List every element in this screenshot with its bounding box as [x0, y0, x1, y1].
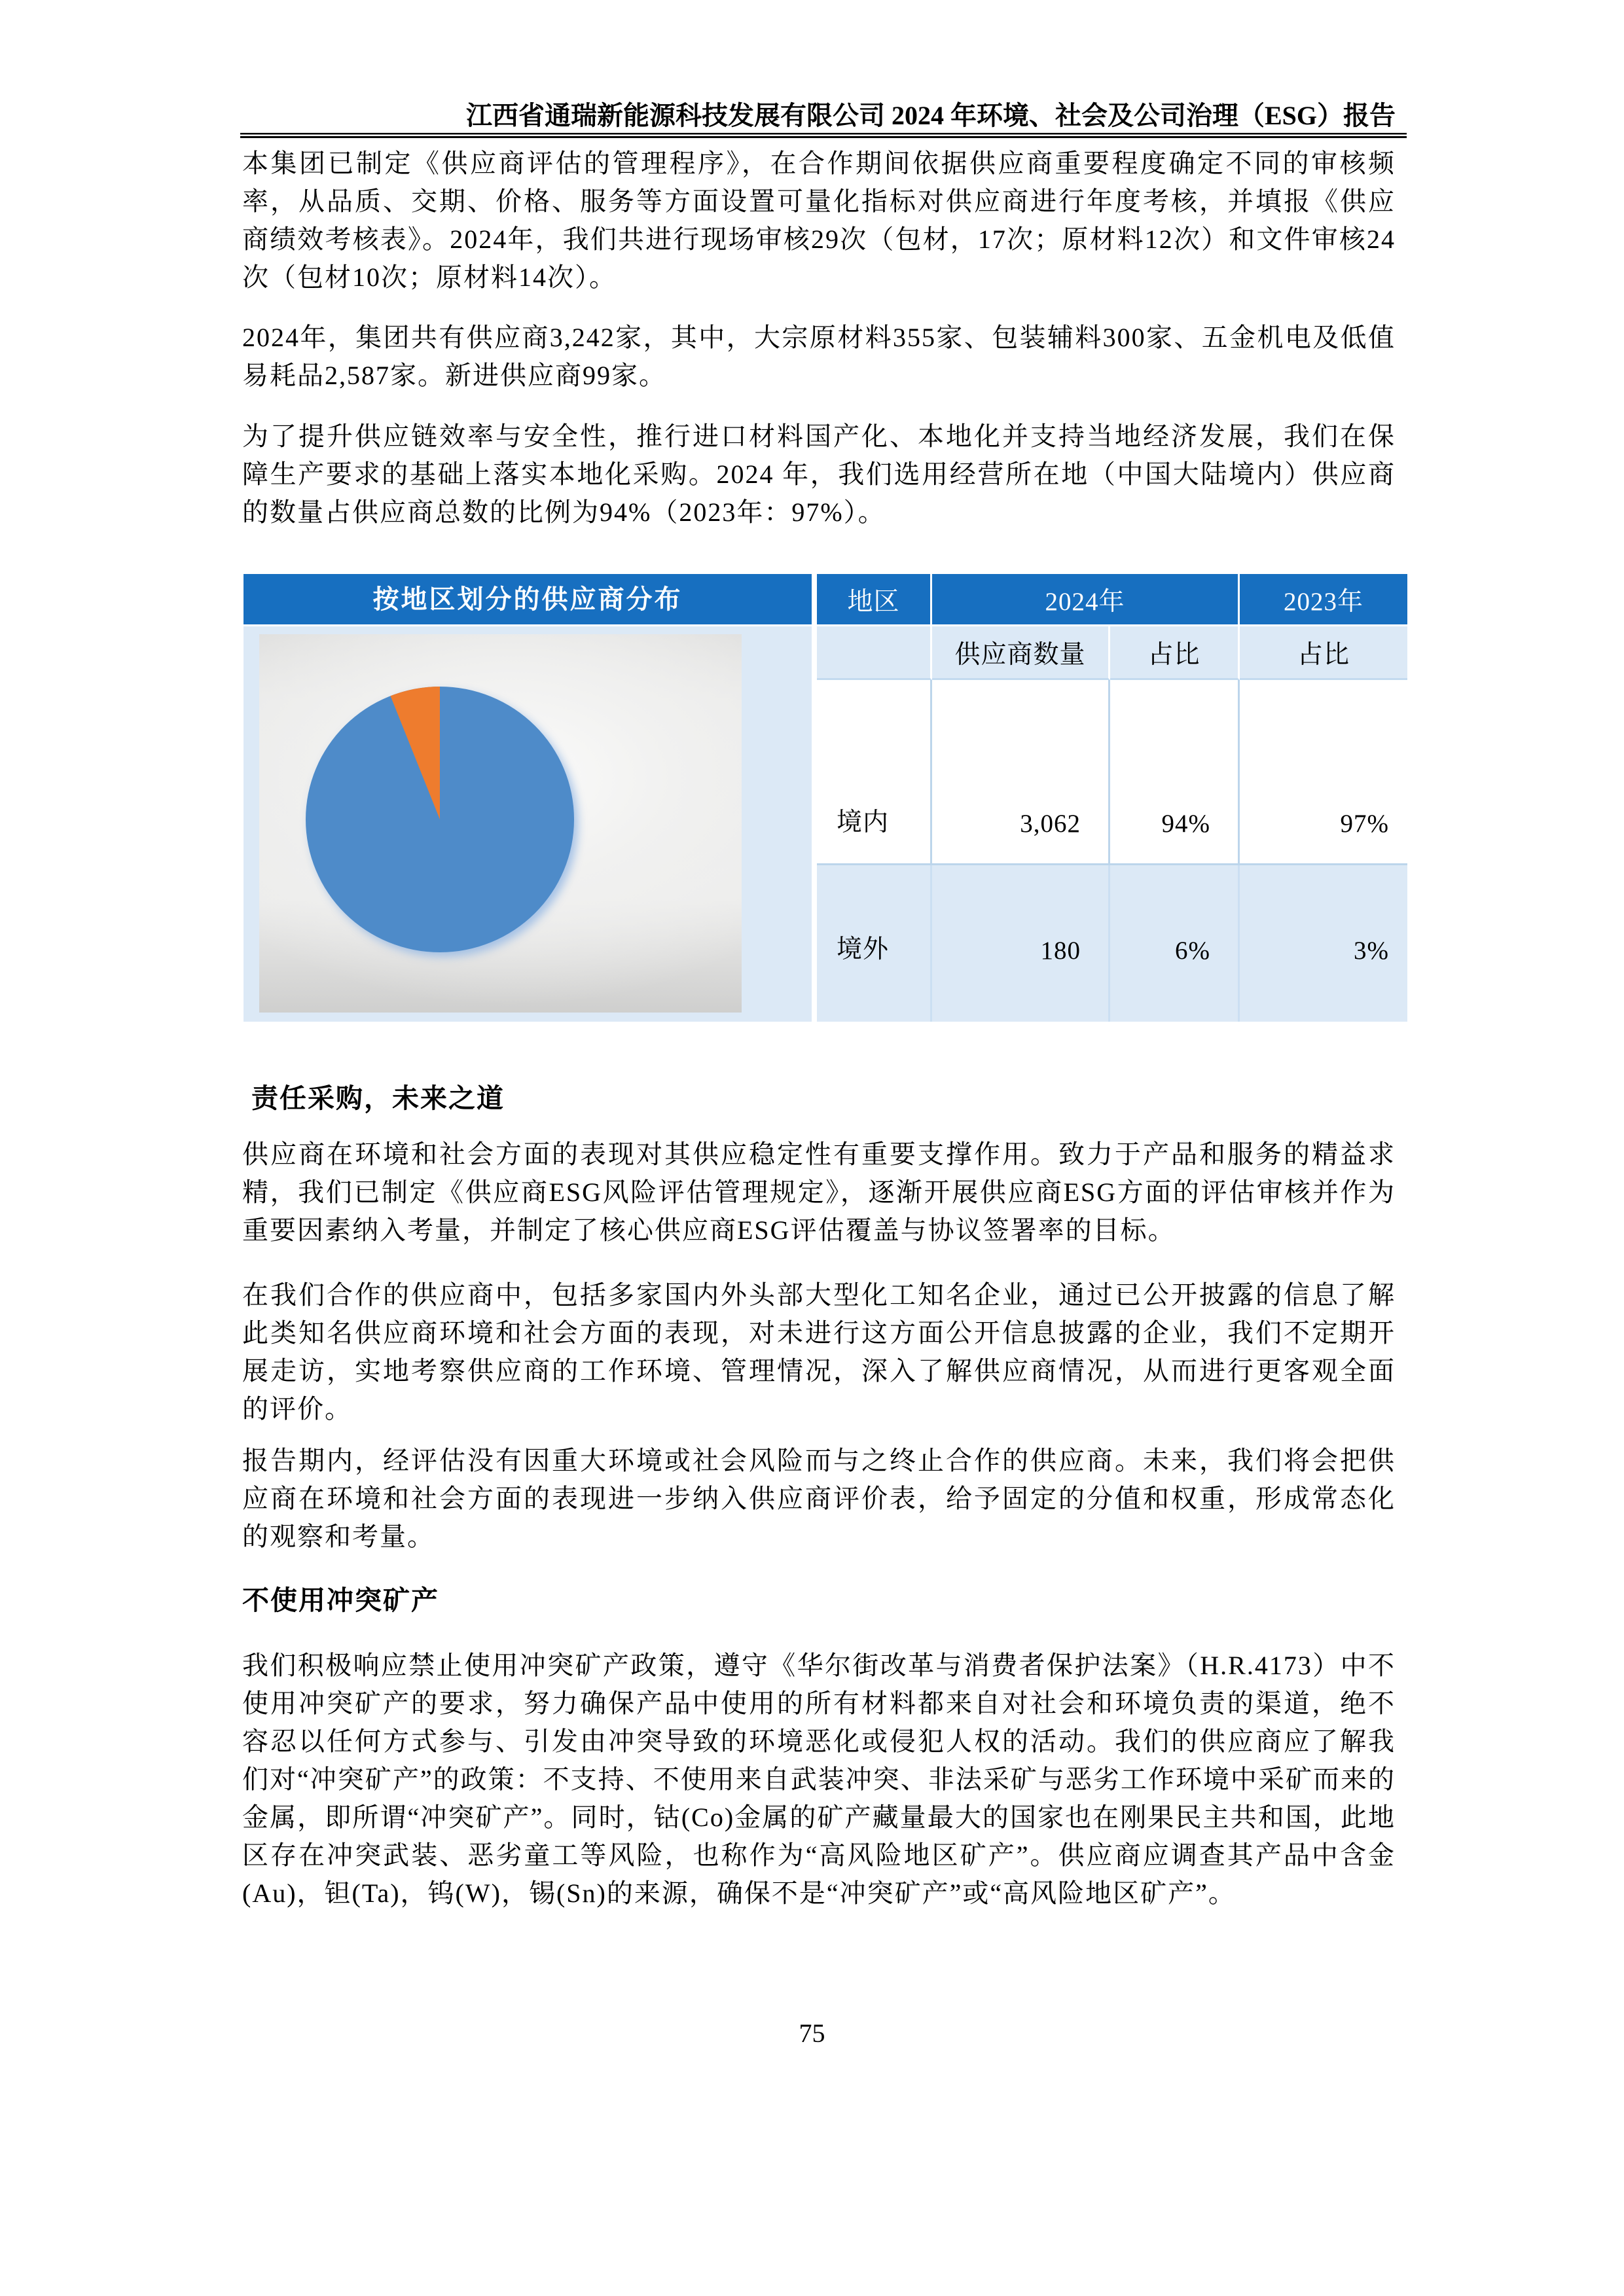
cell-region-domestic: 境内 [817, 680, 932, 865]
cell-share2024-overseas: 6% [1110, 865, 1240, 1022]
pie-chart-title: 按地区划分的供应商分布 [244, 574, 812, 626]
table-row-domestic [817, 680, 1407, 865]
cell-share2024-domestic: 94% [1110, 680, 1240, 865]
col-header-2024: 2024年 [932, 574, 1240, 626]
cell-share2023-domestic: 97% [1240, 680, 1407, 865]
table-header-row [817, 574, 1407, 626]
table-row-overseas [817, 865, 1407, 1022]
header-divider-rule [240, 133, 1407, 138]
paragraph-supplier-count: 2024年，集团共有供应商3,242家，其中，大宗原材料355家、包装辅料300家、五金机电及低值易耗品2,587家。新进供应商99家。 [242, 323, 1396, 390]
pie-chart-area [259, 634, 742, 1013]
supplier-distribution-table [244, 574, 1407, 1022]
table-subheader-row [817, 626, 1407, 680]
supplier-pie-chart [306, 687, 574, 952]
cell-count-overseas: 180 [932, 865, 1110, 1022]
heading-responsible-sourcing: 责任采购，未来之道 [251, 1083, 505, 1113]
subheader-share-2024: 占比 [1110, 626, 1240, 680]
paragraph-local-procurement: 为了提升供应链效率与安全性，推行进口材料国产化、本地化并支持当地经济发展，我们在保障生产要求的基础上落实本地化采购。2024 年，我们选用经营所在地（中国大陆境内）供应商的数量占供应商总数的比例为94%（2023年：97%）。 [242, 422, 1396, 527]
paragraph-supplier-assessment: 本集团已制定《供应商评估的管理程序》，在合作期间依据供应商重要程度确定不同的审核频率，从品质、交期、价格、服务等方面设置可量化指标对供应商进行年度考核，并填报《供应商绩效考核表》。2024年，我们共进行现场审核29次（包材，17次；原材料12次）和文件审核24次（包材10次；原材料14次）。 [242, 149, 1396, 292]
subheader-empty [817, 626, 932, 680]
paragraph-supplier-visits: 在我们合作的供应商中，包括多家国内外头部大型化工知名企业，通过已公开披露的信息了解此类知名供应商环境和社会方面的表现，对未进行这方面公开信息披露的企业，我们不定期开展走访，实地考察供应商的工作环境、管理情况，深入了解供应商情况，从而进行更客观全面的评价。 [242, 1280, 1396, 1424]
subheader-share-2023: 占比 [1240, 626, 1407, 680]
paragraph-esg-risk-assessment: 供应商在环境和社会方面的表现对其供应稳定性有重要支撑作用。致力于产品和服务的精益求精，我们已制定《供应商ESG风险评估管理规定》，逐渐开展供应商ESG方面的评估审核并作为重要因素纳入考量，并制定了核心供应商ESG评估覆盖与协议签署率的目标。 [242, 1139, 1396, 1245]
page-number: 75 [799, 2018, 825, 2048]
col-header-2023: 2023年 [1240, 574, 1407, 626]
subheader-supplier-count: 供应商数量 [932, 626, 1110, 680]
heading-conflict-minerals: 不使用冲突矿产 [242, 1585, 439, 1615]
cell-region-overseas: 境外 [817, 865, 932, 1022]
paragraph-conflict-minerals-policy: 我们积极响应禁止使用冲突矿产政策，遵守《华尔街改革与消费者保护法案》（H.R.4173）中不使用冲突矿产的要求，努力确保产品中使用的所有材料都来自对社会和环境负责的渠道，绝不容忍以任何方式参与、引发由冲突导致的环境恶化或侵犯人权的活动。我们的供应商应了解我们对“冲突矿产”的政策：不支持、不使用来自武装冲突、非法采矿与恶劣工作环境中采矿而来的金属，即所谓“冲突矿产”。同时，钴(Co)金属的矿产藏量最大的国家也在刚果民主共和国，此地区存在冲突武装、恶劣童工等风险，也称作为“高风险地区矿产”。供应商应调查其产品中含金(Au)，钽(Ta)，钨(W)，锡(Sn)的来源，确保不是“冲突矿产”或“高风险地区矿产”。 [242, 1651, 1396, 1908]
paragraph-reporting-period: 报告期内，经评估没有因重大环境或社会风险而与之终止合作的供应商。未来，我们将会把供应商在环境和社会方面的表现进一步纳入供应商评价表，给予固定的分值和权重，形成常态化的观察和考量。 [242, 1446, 1396, 1551]
supplier-data-table [817, 574, 1407, 1022]
cell-share2023-overseas: 3% [1240, 865, 1407, 1022]
col-header-region: 地区 [817, 574, 932, 626]
document-header-title: 江西省通瑞新能源科技发展有限公司 2024 年环境、社会及公司治理（ESG）报告 [465, 101, 1396, 130]
supplier-pie-chart-panel [244, 574, 812, 1022]
cell-count-domestic: 3,062 [932, 680, 1110, 865]
